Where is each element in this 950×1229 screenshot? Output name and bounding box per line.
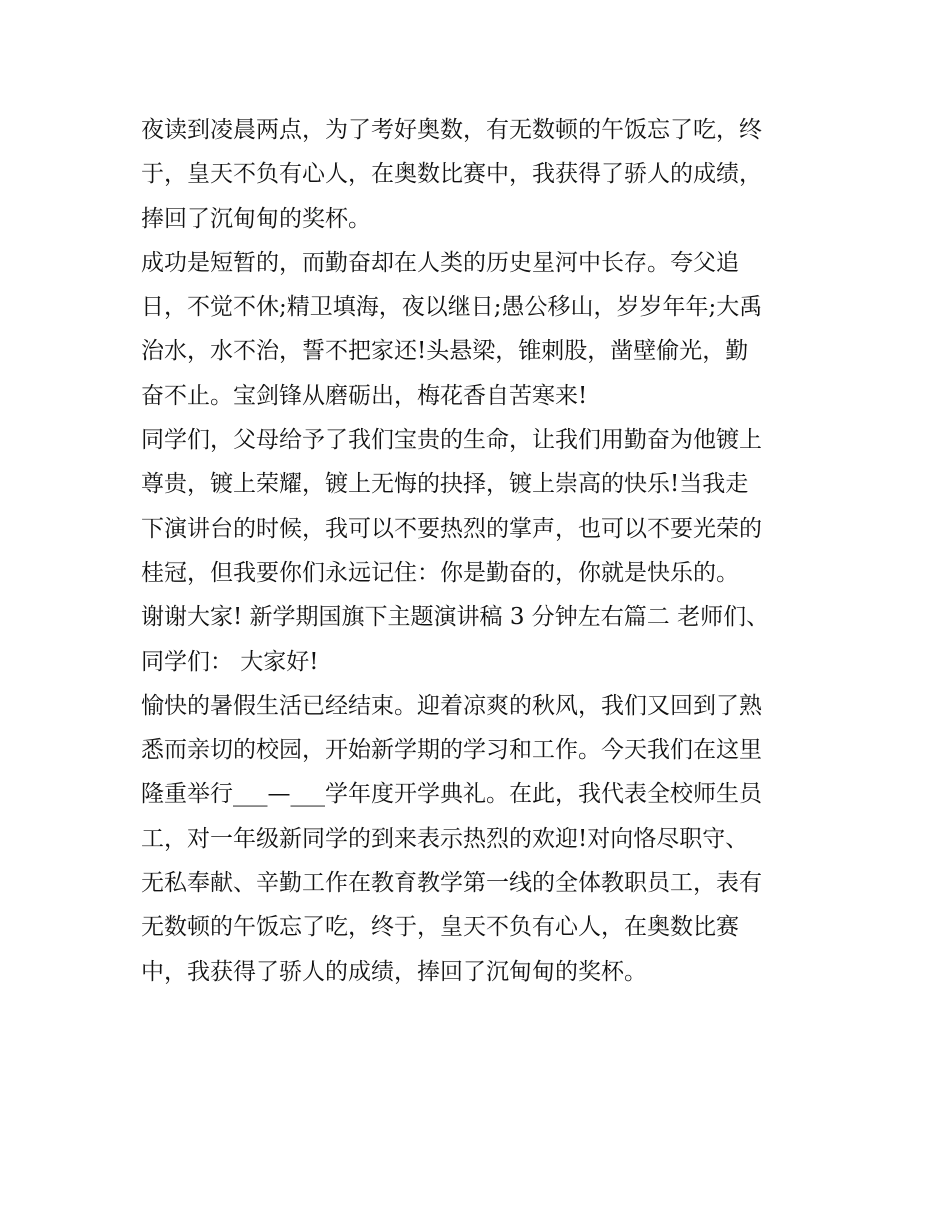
text-line: 谢谢大家! 新学期国旗下主题演讲稿 3 分钟左右篇二 老师们、 — [141, 604, 770, 631]
text-line: 无私奉献、辛勤工作在教育教学第一线的全体教职员工，表有 — [141, 870, 762, 897]
text-line: 成功是短暂的，而勤奋却在人类的历史星河中长存。夸父追 — [141, 249, 739, 276]
text-line: 同学们： 大家好! — [141, 648, 319, 675]
document-body — [141, 108, 821, 994]
text-line: 下演讲台的时候，我可以不要热烈的掌声，也可以不要光荣的 — [141, 515, 762, 542]
text-line: 中，我获得了骄人的成绩，捧回了沉甸甸的奖杯。 — [141, 958, 647, 985]
text-line: 夜读到凌晨两点，为了考好奥数，有无数顿的午饭忘了吃，终 — [141, 117, 762, 143]
text-line: 奋不止。宝剑锋从磨砺出，梅花香自苦寒来! — [141, 382, 588, 409]
text-line: 捧回了沉甸甸的奖杯。 — [141, 205, 371, 232]
text-line: 愉快的暑假生活已经结束。迎着凉爽的秋风，我们又回到了熟 — [141, 692, 762, 719]
text-line: 无数顿的午饭忘了吃，终于，皇天不负有心人，在奥数比赛 — [141, 914, 739, 941]
text-line: 工，对一年级新同学的到来表示热烈的欢迎!对向恪尽职守、 — [141, 825, 749, 852]
text-line: 日，不觉不休;精卫填海，夜以继日;愚公移山，岁岁年年;大禹 — [141, 294, 763, 321]
text-line: 悉而亲切的校园，开始新学期的学习和工作。今天我们在这里 — [141, 737, 762, 764]
text-line: 治水，水不治，誓不把家还!头悬梁，锥刺股，凿壁偷光，勤 — [141, 338, 749, 365]
text-line: 桂冠，但我要你们永远记住：你是勤奋的，你就是快乐的。 — [141, 559, 739, 586]
text-line: 同学们，父母给予了我们宝贵的生命，让我们用勤奋为他镀上 — [141, 427, 762, 454]
text-line: 隆重举行___—___学年度开学典礼。在此，我代表全校师生员 — [141, 781, 762, 808]
text-line: 于，皇天不负有心人，在奥数比赛中，我获得了骄人的成绩， — [141, 161, 762, 188]
text-line: 尊贵，镀上荣耀，镀上无悔的抉择，镀上崇高的快乐!当我走 — [141, 471, 749, 498]
